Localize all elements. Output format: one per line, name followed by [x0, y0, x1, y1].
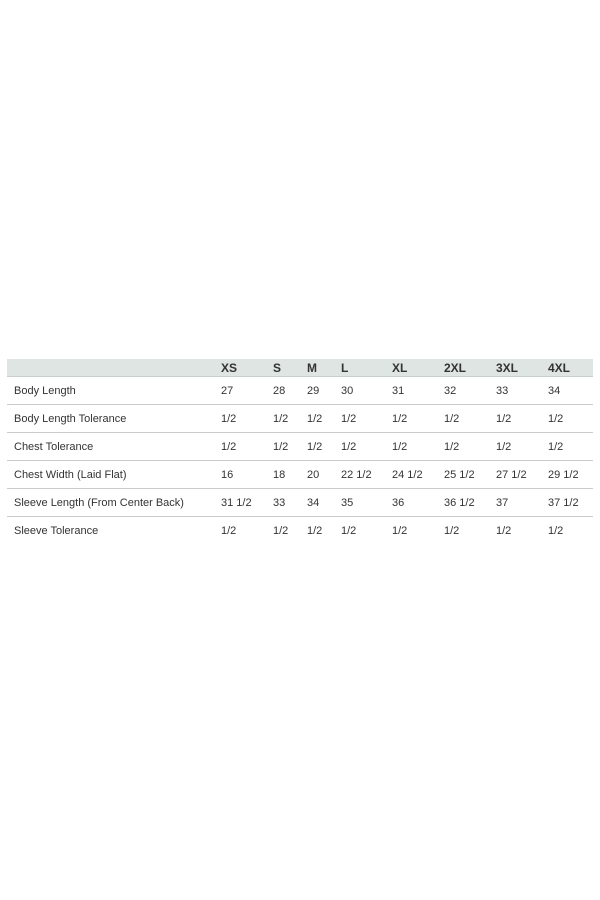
table-cell: 32: [437, 377, 489, 405]
table-cell: 20: [300, 461, 334, 489]
header-size-2xl: 2XL: [437, 359, 489, 377]
header-size-s: S: [266, 359, 300, 377]
table-cell: 1/2: [214, 433, 266, 461]
table-cell: 1/2: [307, 524, 323, 537]
table-cell: 27: [214, 377, 266, 405]
table-cell: 1/2: [341, 524, 357, 537]
row-label: Sleeve Tolerance: [14, 524, 99, 537]
row-label: Body Length: [7, 377, 214, 405]
header-size-l: L: [334, 359, 385, 377]
table-cell: 29: [300, 377, 334, 405]
table-cell: 36 1/2: [437, 489, 489, 517]
table-cell: 25 1/2: [437, 461, 489, 489]
table-cell: 1/2: [392, 524, 408, 537]
table-cell: 1/2: [214, 405, 266, 433]
header-measurement-column: [7, 359, 214, 377]
table-cell: 1/2: [444, 524, 460, 537]
table-cell: 37: [489, 489, 541, 517]
table-cell: 1/2: [273, 524, 289, 537]
size-chart-body: [7, 377, 593, 545]
table-row: [7, 517, 593, 545]
table-cell: 27 1/2: [489, 461, 541, 489]
row-label: Sleeve Length (From Center Back): [7, 489, 214, 517]
row-label: Chest Width (Laid Flat): [7, 461, 214, 489]
table-cell: 1/2: [541, 433, 593, 461]
table-row: [7, 405, 593, 433]
table-cell: 33: [266, 489, 300, 517]
table-cell: 1/2: [437, 405, 489, 433]
header-size-4xl: 4XL: [541, 359, 593, 377]
table-cell: 31: [385, 377, 437, 405]
table-cell: 34: [300, 489, 334, 517]
table-cell: 16: [214, 461, 266, 489]
table-cell: 1/2: [385, 433, 437, 461]
table-cell: 1/2: [334, 433, 385, 461]
size-chart-table: [7, 359, 593, 544]
header-size-xl: XL: [385, 359, 437, 377]
header-size-m: M: [300, 359, 334, 377]
table-cell: 30: [334, 377, 385, 405]
table-cell: 36: [385, 489, 437, 517]
header-size-3xl: 3XL: [489, 359, 541, 377]
table-row: [7, 433, 593, 461]
table-cell: 1/2: [489, 405, 541, 433]
row-label: Body Length Tolerance: [7, 405, 214, 433]
row-label: Chest Tolerance: [7, 433, 214, 461]
table-cell: 1/2: [548, 524, 564, 537]
table-cell: 33: [489, 377, 541, 405]
table-cell: 24 1/2: [385, 461, 437, 489]
size-chart-header: [7, 359, 593, 377]
table-cell: 1/2: [266, 405, 300, 433]
table-cell: 1/2: [266, 433, 300, 461]
table-cell: 28: [266, 377, 300, 405]
table-cell: 1/2: [437, 433, 489, 461]
header-size-xs: XS: [214, 359, 266, 377]
table-row: [7, 461, 593, 489]
table-cell: 29 1/2: [541, 461, 593, 489]
table-cell: 1/2: [334, 405, 385, 433]
table-cell: 37 1/2: [541, 489, 593, 517]
table-cell: 1/2: [300, 433, 334, 461]
table-cell: 1/2: [496, 524, 512, 537]
table-cell: 22 1/2: [334, 461, 385, 489]
table-row: [7, 489, 593, 517]
table-cell: 1/2: [385, 405, 437, 433]
table-cell: 35: [334, 489, 385, 517]
table-cell: 18: [266, 461, 300, 489]
table-cell: 1/2: [221, 524, 237, 537]
table-cell: 1/2: [300, 405, 334, 433]
table-cell: 34: [541, 377, 593, 405]
table-row: [7, 377, 593, 405]
table-cell: 31 1/2: [214, 489, 266, 517]
header-row: [7, 359, 593, 377]
table-cell: 1/2: [489, 433, 541, 461]
table-cell: 1/2: [541, 405, 593, 433]
